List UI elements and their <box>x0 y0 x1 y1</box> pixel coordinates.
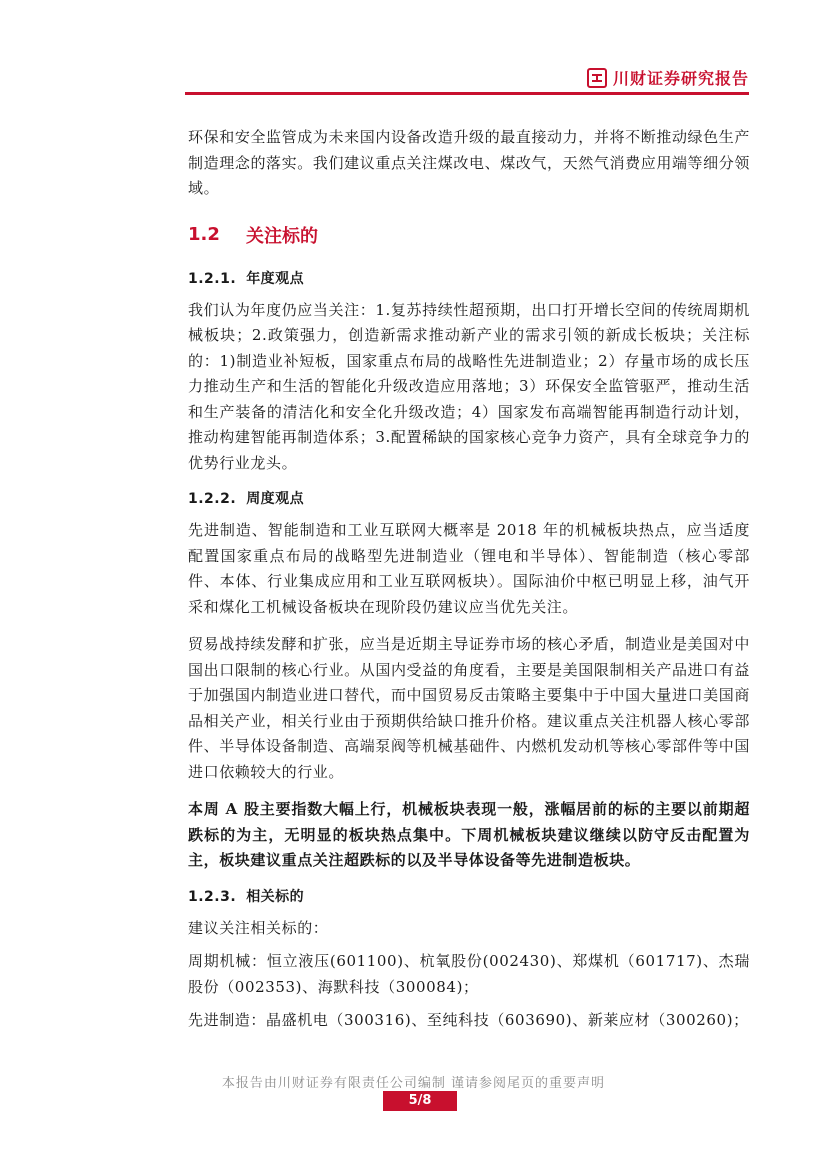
section-number: 1.2 <box>188 224 220 245</box>
weekly-view-summary: 本周 A 股主要指数大幅上行，机械板块表现一般，涨幅居前的标的主要以前期超跌标的为主，无明显的板块热点集中。下周机械板块建议继续以防守反击配置为主，板块建议重点关注超跌标的以及半导体设备等先进制造板块。 <box>188 800 750 869</box>
targets-intro: 建议关注相关标的： <box>188 918 329 937</box>
section-title: 关注标的 <box>246 225 318 247</box>
section-heading <box>188 220 750 250</box>
subsection-title: 年度观点 <box>246 270 305 287</box>
brand-name: 川财证券研究报告 <box>612 69 749 88</box>
subsection-number: 1.2.2. <box>188 491 237 507</box>
subsection-heading-annual <box>188 268 750 288</box>
weekly-view-paragraph-1: 先进制造、智能制造和工业互联网大概率是 2018 年的机械板块热点，应当适度配置国家重点布局的战略型先进制造业（锂电和半导体）、智能制造（核心零部件、本体、行业集成应用和工业互联网板块）。国际油价中枢已明显上移，油气开采和煤化工机械设备板块在现阶段仍建议应当优先关注。 <box>188 521 750 616</box>
subsection-heading-targets <box>188 886 750 906</box>
page-header <box>0 0 827 100</box>
weekly-view-paragraph-2: 贸易战持续发酵和扩张，应当是近期主导证券市场的核心矛盾，制造业是美国对中国出口限制的核心行业。从国内受益的角度看，主要是美国限制相关产品进口有益于加强国内制造业进口替代，而中国贸易反击策略主要集中于中国大量进口美国商品相关产业，相关行业由于预期供给缺口推升价格。建议重点关注机器人核心零部件、半导体设备制造、高端泵阀等机械基础件、内燃机发动机等核心零部件等中国进口依赖较大的行业。 <box>188 635 750 781</box>
report-body <box>188 125 750 1042</box>
targets-cyclical-machinery: 周期机械：恒立液压(601100)、杭氧股份(002430)、郑煤机（601717)、杰瑞股份（002353)、海默科技（300084)； <box>188 952 750 996</box>
page-number: 5/8 <box>383 1091 457 1111</box>
subsection-title: 相关标的 <box>246 888 305 905</box>
subsection-title: 周度观点 <box>246 491 305 507</box>
footer-disclaimer: 本报告由川财证券有限责任公司编制 谨请参阅尾页的重要声明 <box>221 1076 606 1091</box>
subsection-heading-weekly <box>188 488 750 508</box>
annual-view-paragraph: 我们认为年度仍应当关注：1.复苏持续性超预期，出口打开增长空间的传统周期机械板块；2.政策强力，创造新需求推动新产业的需求引领的新成长板块；关注标的：1)制造业补短板，国家重点布局的战略性先进制造业；2）存量市场的成长压力推动生产和生活的智能化升级改造应用落地；3）环保安全监管驱严，推动生活和生产装备的清洁化和安全化升级改造；4）国家发布高端智能再制造行动计划，推动构建智能再制造体系；3.配置稀缺的国家核心竞争力资产，具有全球竞争力的优势行业龙头。 <box>188 300 750 472</box>
brand <box>587 66 749 89</box>
targets-advanced-manufacturing: 先进制造：晶盛机电（300316)、至纯科技（603690)、新莱应材（300260)； <box>188 1011 749 1029</box>
intro-paragraph: 环保和安全监管成为未来国内设备改造升级的最直接动力，并将不断推动绿色生产制造理念的落实。我们建议重点关注煤改电、煤改气，天然气消费应用端等细分领域。 <box>188 128 750 197</box>
chuancai-logo-icon <box>587 68 607 88</box>
header-divider <box>185 92 749 95</box>
subsection-number: 1.2.1. <box>188 270 237 287</box>
subsection-number: 1.2.3. <box>188 888 237 905</box>
